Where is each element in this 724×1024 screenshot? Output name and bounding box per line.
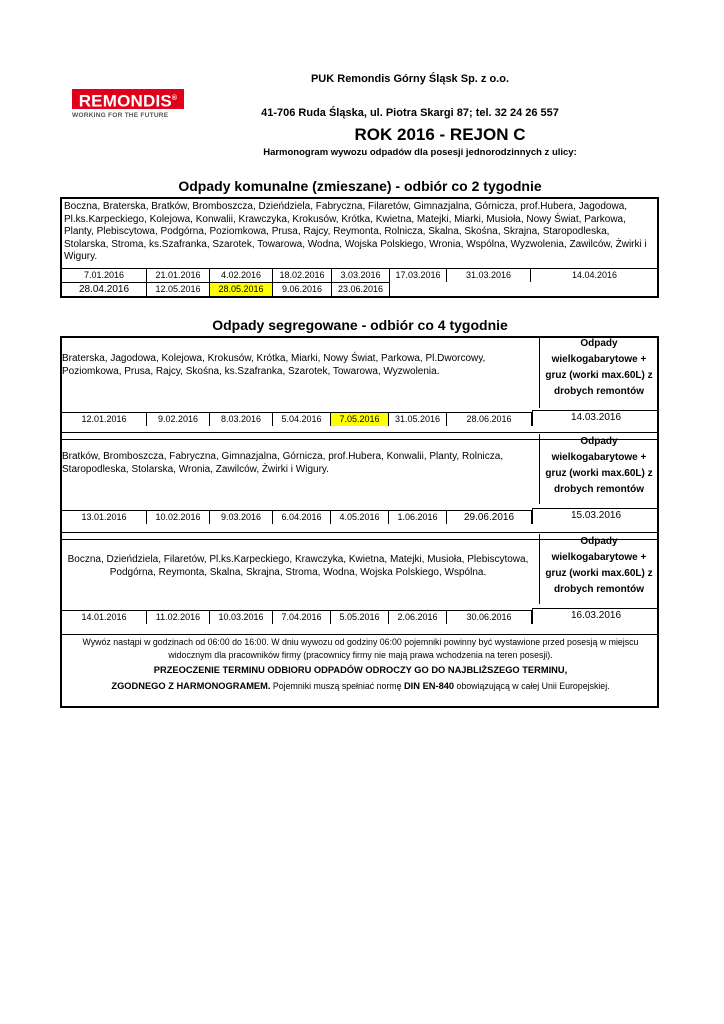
segregated-date: 10.03.2016 — [210, 610, 273, 624]
segregated-date: 8.03.2016 — [210, 412, 273, 426]
footer-norm: DIN EN-840 — [403, 680, 455, 691]
company-address: 41-706 Ruda Śląska, ul. Piotra Skargi 87; tel. 32 24 26 557 — [261, 107, 559, 119]
communal-date: 17.03.2016 — [390, 268, 447, 282]
segregated-date: 7.04.2016 — [273, 610, 331, 624]
logo-tagline: WORKING FOR THE FUTURE — [72, 112, 169, 119]
segregated-date: 4.05.2016 — [331, 510, 389, 524]
communal-date: 28.05.2016 — [210, 282, 273, 296]
communal-date: 18.02.2016 — [273, 268, 332, 282]
communal-date: 9.06.2016 — [273, 282, 332, 296]
bulky-waste-label: Odpady wielkogabarytowe + gruz (worki max.60L) z drobych remontów — [539, 534, 658, 604]
segregated-date: 13.01.2016 — [62, 510, 147, 524]
segregated-date: 28.06.2016 — [447, 412, 532, 426]
communal-date: 3.03.2016 — [332, 268, 390, 282]
communal-streets: Boczna, Braterska, Bratków, Bromboszcza, Dzieńdziela, Fabryczna, Filaretów, Gimnazjalna, Górnicza, prof.Hubera, Jagodowa, Pl.ks.Karpeckiego, Kolejowa, Konwalii, Krawczyka, Krokusów, Krótka, Kwietna, Matejki, Miarki, Musioła, Nowy Świat, Parkowa, Planty, Plebiscytowa, Podgórna, Poziomkowa, Prusa, Rajcy, Reymonta, Rolnicza, Skalna, Skośna, Skrajna, Staropodleska, Stolarska, Stroma, ks.Szafranka, Szarotek, Towarowa, Wodna, Wojska Polskiego, Wronia, Wspólna, Wyzwolenia, Zawilców, Żwirki i Wigury. — [64, 201, 647, 262]
page-title: ROK 2016 - REJON C — [354, 125, 526, 144]
footer-notice — [62, 634, 659, 692]
bulky-waste-label: Odpady wielkogabarytowe + gruz (worki max.60L) z drobych remontów — [539, 336, 658, 408]
segregated-date: 5.05.2016 — [331, 610, 389, 624]
logo-reg: ® — [171, 95, 178, 102]
bulky-waste-label: Odpady wielkogabarytowe + gruz (worki max.60L) z drobych remontów — [539, 434, 658, 504]
segregated-streets: Bratków, Bromboszcza, Fabryczna, Gimnazjalna, Górnicza, prof.Hubera, Konwalii, Planty, Rolnicza, Staropodleska, Stolarska, Wronia, Zawilców, Żwirki i Wigury. — [62, 451, 504, 475]
segregated-date: 31.05.2016 — [389, 412, 447, 426]
bulky-waste-date: 15.03.2016 — [532, 508, 659, 524]
segregated-date: 14.01.2016 — [62, 610, 147, 624]
segregated-date: 12.01.2016 — [62, 412, 147, 426]
communal-date: 12.05.2016 — [147, 282, 210, 296]
page-subtitle: Harmonogram wywozu odpadów dla posesji jednorodzinnych z ulicy: — [263, 147, 577, 158]
segregated-title: Odpady segregowane - odbiór co 4 tygodnie — [212, 317, 508, 333]
segregated-date: 10.02.2016 — [147, 510, 210, 524]
segregated-date: 5.04.2016 — [273, 412, 331, 426]
footer-line-2: Pojemniki muszą spełniać normę — [272, 680, 402, 691]
segregated-date: 6.04.2016 — [273, 510, 331, 524]
footer-line-1: Wywóz nastąpi w godzinach od 06:00 do 16:00. W dniu wywozu od godziny 06:00 pojemniki powinny być wystawione przed posesją w miejscu widocznym dla pracowników firmy (pracownicy firmy nie mają prawa wchodzenia na teren posesji). — [82, 637, 639, 660]
segregated-streets: Braterska, Jagodowa, Kolejowa, Krokusów, Krótka, Miarki, Nowy Świat, Parkowa, Pl.Dworcowy, Poziomkowa, Prusa, Rajcy, Skośna, ks.Szafranka, Szarotek, Towarowa, Wyzwolenia. — [62, 353, 486, 377]
communal-date: 4.02.2016 — [210, 268, 273, 282]
remondis-logo — [72, 89, 184, 125]
segregated-table — [60, 336, 659, 708]
communal-date: 28.04.2016 — [62, 282, 147, 296]
communal-title: Odpady komunalne (zmieszane) - odbiór co 2 tygodnie — [178, 178, 542, 194]
communal-date: 7.01.2016 — [62, 268, 147, 282]
segregated-date: 29.06.2016 — [447, 510, 532, 524]
segregated-date: 7.05.2016 — [331, 412, 389, 426]
segregated-date: 9.03.2016 — [210, 510, 273, 524]
communal-date: 14.04.2016 — [531, 268, 659, 282]
segregated-date: 9.02.2016 — [147, 412, 210, 426]
segregated-date: 11.02.2016 — [147, 610, 210, 624]
segregated-date: 30.06.2016 — [447, 610, 532, 624]
company-name: PUK Remondis Górny Śląsk Sp. z o.o. — [310, 73, 510, 85]
communal-date: 31.03.2016 — [447, 268, 531, 282]
footer-bold-2: ZGODNEGO Z HARMONOGRAMEM. — [111, 680, 271, 691]
segregated-streets: Boczna, Dzieńdziela, Filaretów, Pl.ks.Karpeckiego, Krawczyka, Kwietna, Matejki, Musioła, Plebiscytowa, Podgórna, Reymonta, Skalna, Skrajna, Stroma, Wodna, Wojska Polskiego, Wspólna. — [67, 554, 529, 578]
segregated-date: 2.06.2016 — [389, 610, 447, 624]
communal-table — [60, 197, 659, 298]
footer-line-3: obowiązującą w całej Unii Europejskiej. — [456, 680, 610, 691]
footer-bold-1: PRZEOCZENIE TERMINU ODBIORU ODPADÓW ODROCZY GO DO NAJBLIŻSZEGO TERMINU, — [153, 665, 568, 675]
communal-date: 23.06.2016 — [332, 282, 390, 296]
logo-brand: REMONDIS — [78, 91, 172, 111]
communal-date: 21.01.2016 — [147, 268, 210, 282]
bulky-waste-date: 14.03.2016 — [532, 410, 659, 426]
segregated-date: 1.06.2016 — [389, 510, 447, 524]
bulky-waste-date: 16.03.2016 — [532, 608, 659, 624]
